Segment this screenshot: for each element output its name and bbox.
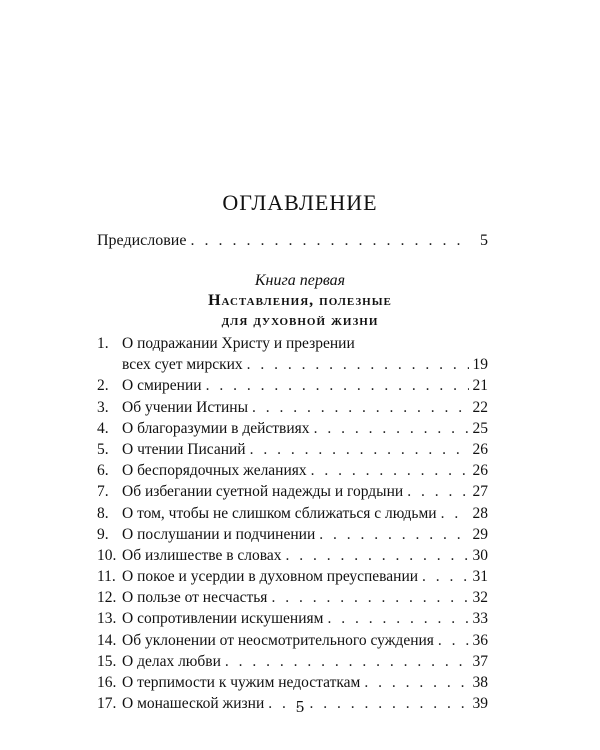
toc-entry-1-line1[interactable] [97, 335, 488, 356]
entry-title: О послушании и подчинении [122, 525, 316, 543]
toc-list [97, 335, 488, 716]
page-number: 26 [472, 462, 488, 480]
dot-leader [364, 674, 468, 692]
entry-number: 10. [97, 546, 117, 564]
entry-number: 3. [97, 398, 109, 416]
entry-number: 7. [97, 483, 109, 501]
entry-number: 17. [97, 695, 117, 713]
page-number: 26 [472, 440, 488, 458]
entry-title: О делах любви [122, 652, 221, 670]
entry-title: О благоразумии в действиях [122, 419, 310, 437]
toc-entry-10[interactable] [97, 547, 488, 568]
entry-number: 5. [97, 440, 109, 458]
entry-number: 11. [97, 568, 116, 586]
entry-number: 9. [97, 525, 109, 543]
page-number: 22 [472, 398, 488, 416]
entry-title: Об избегании суетной надежды и гордыни [122, 483, 404, 501]
page-number: 37 [472, 652, 488, 670]
entry-title: О подражании Христу и презрении [122, 335, 355, 352]
dot-leader [311, 462, 469, 480]
page-number: 36 [472, 631, 488, 649]
dot-leader [314, 420, 469, 438]
page-number: 25 [472, 419, 488, 437]
toc-entry-7[interactable] [97, 483, 488, 504]
page-number: 38 [472, 674, 488, 691]
dot-leader [422, 568, 468, 586]
entry-number: 13. [97, 610, 117, 628]
toc-entry-12[interactable] [97, 589, 488, 610]
entry-title: О беспорядочных желаниях [122, 462, 307, 480]
page-number: 32 [472, 589, 488, 607]
dot-leader [225, 653, 469, 671]
toc-entry-14[interactable] [97, 632, 488, 653]
toc-entry-16[interactable] [97, 674, 488, 695]
entry-title: О пользе от несчастья [122, 589, 268, 607]
dot-leader [327, 610, 468, 628]
entry-number: 15. [97, 652, 117, 670]
entry-title: О покое и усердии в духовном преуспевании [122, 568, 419, 586]
book-heading-line2: для духовной жизни [221, 312, 379, 329]
dot-leader [438, 632, 469, 650]
page-number: 19 [472, 356, 488, 374]
toc-entry-4[interactable] [97, 420, 488, 441]
dot-leader [250, 441, 469, 459]
entry-title: Об учении Истины [122, 398, 248, 416]
page-number: 33 [472, 610, 488, 628]
entry-number: 2. [97, 377, 109, 395]
toc-entry-15[interactable] [97, 653, 488, 674]
toc-entry-5[interactable] [97, 441, 488, 462]
dot-leader [271, 589, 468, 607]
dot-leader [190, 232, 470, 250]
toc-entry-9[interactable] [97, 526, 488, 547]
page-folio-number: 5 [295, 697, 305, 716]
page-number: 27 [472, 483, 488, 501]
dot-leader [407, 483, 468, 501]
entry-number: 12. [97, 589, 117, 607]
page-number: 30 [472, 546, 488, 564]
entry-number: 14. [97, 631, 117, 649]
entry-number: 16. [97, 674, 117, 691]
dot-leader [441, 505, 469, 523]
toc-entry-6[interactable] [97, 462, 488, 483]
entry-title: О смирении [122, 377, 202, 395]
entry-title: Предисловие [97, 232, 187, 249]
toc-entry-2[interactable] [97, 377, 488, 398]
entry-number: 1. [97, 335, 109, 352]
dot-leader [286, 547, 469, 565]
toc-entry-13[interactable] [97, 610, 488, 631]
page-number: 39 [472, 695, 488, 713]
entry-number: 8. [97, 504, 109, 522]
entry-title: О сопротивлении искушениям [122, 610, 324, 628]
entry-title: Об уклонении от неосмотрительного суждения [122, 631, 434, 649]
entry-title: О терпимости к чужим недостаткам [122, 674, 361, 691]
toc-entry-11[interactable] [97, 568, 488, 589]
dot-leader [247, 356, 469, 374]
toc-entry-3[interactable] [97, 399, 488, 420]
toc-entry-8[interactable] [97, 505, 488, 526]
dot-leader [206, 377, 469, 395]
toc-title: ОГЛАВЛЕНИЕ [222, 190, 378, 215]
page-number: 28 [472, 504, 488, 522]
entry-title: Об излишестве в словах [122, 546, 282, 564]
entry-number: 4. [97, 419, 109, 437]
page-number: 31 [472, 568, 488, 586]
toc-entry-preface[interactable] [97, 232, 488, 250]
dot-leader [252, 399, 469, 417]
entry-title: О том, чтобы не слишком сближаться с людьми [122, 504, 437, 522]
entry-title: О монашеской жизни [122, 695, 265, 713]
page-number: 5 [480, 232, 488, 249]
toc-entry-1-line2[interactable] [97, 356, 488, 377]
entry-title: всех сует мирских [122, 356, 243, 374]
page-number: 21 [472, 377, 488, 395]
page-number: 29 [472, 525, 488, 543]
book-heading-line1: Наставления, полезные [208, 292, 392, 309]
dot-leader [319, 526, 468, 544]
entry-number: 6. [97, 462, 109, 480]
book-subtitle: Книга первая [254, 272, 346, 289]
entry-title: О чтении Писаний [122, 440, 246, 458]
